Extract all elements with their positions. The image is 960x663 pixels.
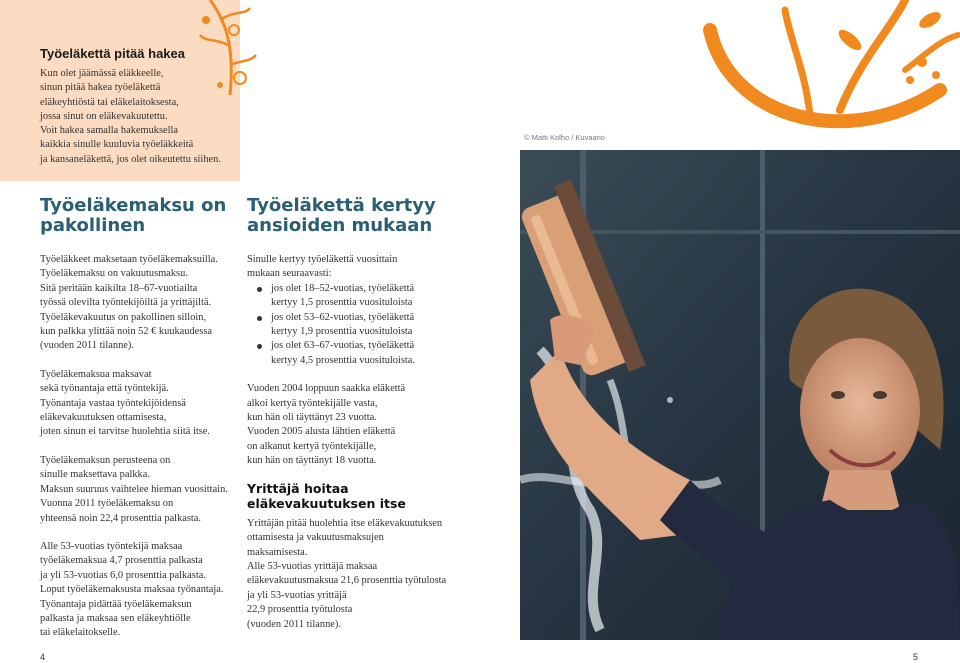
list-item: jos olet 18–52-vuotias, työeläkettä	[247, 282, 517, 296]
heading-line: ansioiden mukaan	[247, 215, 433, 236]
text-line: Alle 53-vuotias työntekijä maksaa	[40, 540, 183, 552]
paragraph	[247, 382, 517, 468]
text-line: sekä työnantaja että työntekijä.	[40, 383, 169, 395]
right-body	[247, 253, 517, 632]
text-line: ja yli 53-vuotias 6,0 prosenttia palkasta.	[40, 569, 206, 581]
text-line: kun palkka ylittää noin 52 € kuukaudessa	[40, 326, 212, 338]
text-line: (vuoden 2011 tilanne).	[40, 340, 134, 352]
heading-line: eläkevakuutuksen itse	[247, 495, 406, 511]
paragraph	[247, 517, 517, 632]
text-line: palkasta ja maksaa sen eläkeyhtiölle	[40, 612, 191, 624]
text-line: Työnantaja pidättää työeläkemaksun	[40, 598, 192, 610]
text-line: Loput työeläkemaksusta maksaa työnantaja.	[40, 584, 224, 596]
list-item-continuation: kertyy 1,5 prosenttia vuosituloista	[271, 297, 413, 309]
left-column	[40, 196, 255, 236]
paragraph	[40, 540, 255, 641]
text-line: tai eläkelaitokselle.	[40, 627, 121, 639]
text-line: kaikkia sinulle kuuluvia työeläkkeitä	[40, 139, 194, 151]
text-line: ja kansaneläkettä, jos olet oikeutettu siihen.	[40, 153, 221, 165]
text-line: on alkanut kertyä työntekijälle,	[247, 440, 377, 452]
list-item-continuation: kertyy 4,5 prosenttia vuosituloista.	[271, 354, 416, 366]
text-line: Vuoden 2004 loppuun saakka eläkettä	[247, 383, 406, 395]
page-number-right: 5	[913, 652, 919, 662]
text-line: ja yli 53-vuotias yrittäjä	[247, 589, 347, 601]
text-line: työeläkemaksua 4,7 prosenttia palkasta	[40, 555, 203, 567]
heading-line: Yrittäjä hoitaa	[247, 480, 349, 496]
text-line: Kun olet jäämässä eläkkeelle,	[40, 68, 164, 79]
text-line: Työeläkemaksua maksavat	[40, 368, 152, 380]
text-line: joten sinun ei tarvitse huolehtia siitä itse.	[40, 426, 210, 438]
text-line: Voit hakea samalla hakemuksella	[40, 125, 179, 137]
list-item-continuation: kertyy 1,9 prosenttia vuosituloista	[271, 326, 413, 338]
text-line: eläkeyhtiöstä tai eläkelaitoksesta,	[40, 96, 179, 108]
text-line: työssä olevilta työntekijöiltä ja yrittäjiltä.	[40, 297, 212, 309]
paragraph	[40, 253, 255, 354]
text-line: alkoi kertyä työntekijälle vasta,	[247, 397, 378, 409]
paragraph	[40, 368, 255, 440]
heading-line: pakollinen	[40, 215, 146, 236]
text-line: Sitä peritään kaikilta 18–67-vuotiailta	[40, 282, 198, 294]
text-line: kun hän on täyttänyt 18 vuotta.	[247, 455, 377, 467]
text-line: Työeläkkeet maksetaan työeläkemaksuilla.	[40, 254, 218, 265]
right-column	[247, 196, 517, 236]
text-line: 22,9 prosenttia työtulosta	[247, 604, 353, 616]
page-number-left: 4	[40, 652, 46, 662]
text-line: eläkevakuutusmaksua 21,6 prosenttia työtulosta	[247, 575, 447, 587]
callout-title: Työeläkettä pitää hakea	[40, 46, 185, 61]
floral-ornament-large	[690, 0, 960, 150]
text-line: yhteensä noin 22,4 prosenttia palkasta.	[40, 512, 202, 524]
left-body	[40, 253, 255, 641]
list-item: jos olet 53–62-vuotias, työeläkettä	[247, 311, 517, 325]
text-line: sinun pitää hakea työeläkettä	[40, 82, 161, 94]
section-heading-payment	[40, 196, 255, 236]
floral-ornament-small	[190, 0, 260, 100]
bullet-list	[247, 282, 517, 368]
text-line: mukaan seuraavasti:	[247, 268, 332, 280]
paragraph	[247, 253, 517, 282]
text-line: kun hän oli täyttänyt 23 vuotta.	[247, 412, 377, 424]
text-line: eläkevakuutuksen ottamisesta,	[40, 412, 167, 424]
text-line: Maksun suuruus vaihtelee hieman vuosittain.	[40, 483, 228, 495]
text-line: (vuoden 2011 tilanne).	[247, 618, 341, 630]
text-line: jossa sinut on eläkevakuutettu.	[40, 110, 168, 122]
text-line: Alle 53-vuotias yrittäjä maksaa	[247, 560, 378, 572]
paragraph	[40, 454, 255, 526]
text-line: Sinulle kertyy työeläkettä vuosittain	[247, 254, 398, 265]
list-item: jos olet 63–67-vuotias, työeläkettä	[247, 339, 517, 353]
text-line: Työeläkevakuutus on pakollinen silloin,	[40, 311, 207, 323]
photo-window-cleaner	[520, 150, 960, 640]
text-line: maksamisesta.	[247, 546, 308, 558]
text-line: Yrittäjän pitää huolehtia itse eläkevakuutuksen	[247, 517, 443, 529]
text-line: ottamisesta ja vakuutusmaksujen	[247, 532, 384, 544]
text-line: sinulle maksettava palkka.	[40, 469, 150, 481]
text-line: Työnantaja vastaa työntekijöidensä	[40, 397, 186, 409]
section-heading-accrual	[247, 196, 517, 236]
text-line: Työeläkemaksu on vakuutusmaksu.	[40, 268, 188, 280]
text-line: Työeläkemaksun perusteena on	[40, 454, 171, 466]
subheading-entrepreneur	[247, 481, 517, 511]
heading-line: Työeläkemaksu on	[40, 195, 227, 216]
heading-line: Työeläkettä kertyy	[247, 195, 436, 216]
photo-credit: © Matti Kolho / Kuvaario	[524, 133, 605, 142]
text-line: Vuoden 2005 alusta lähtien eläkettä	[247, 426, 396, 438]
text-line: Vuonna 2011 työeläkemaksu on	[40, 498, 174, 510]
